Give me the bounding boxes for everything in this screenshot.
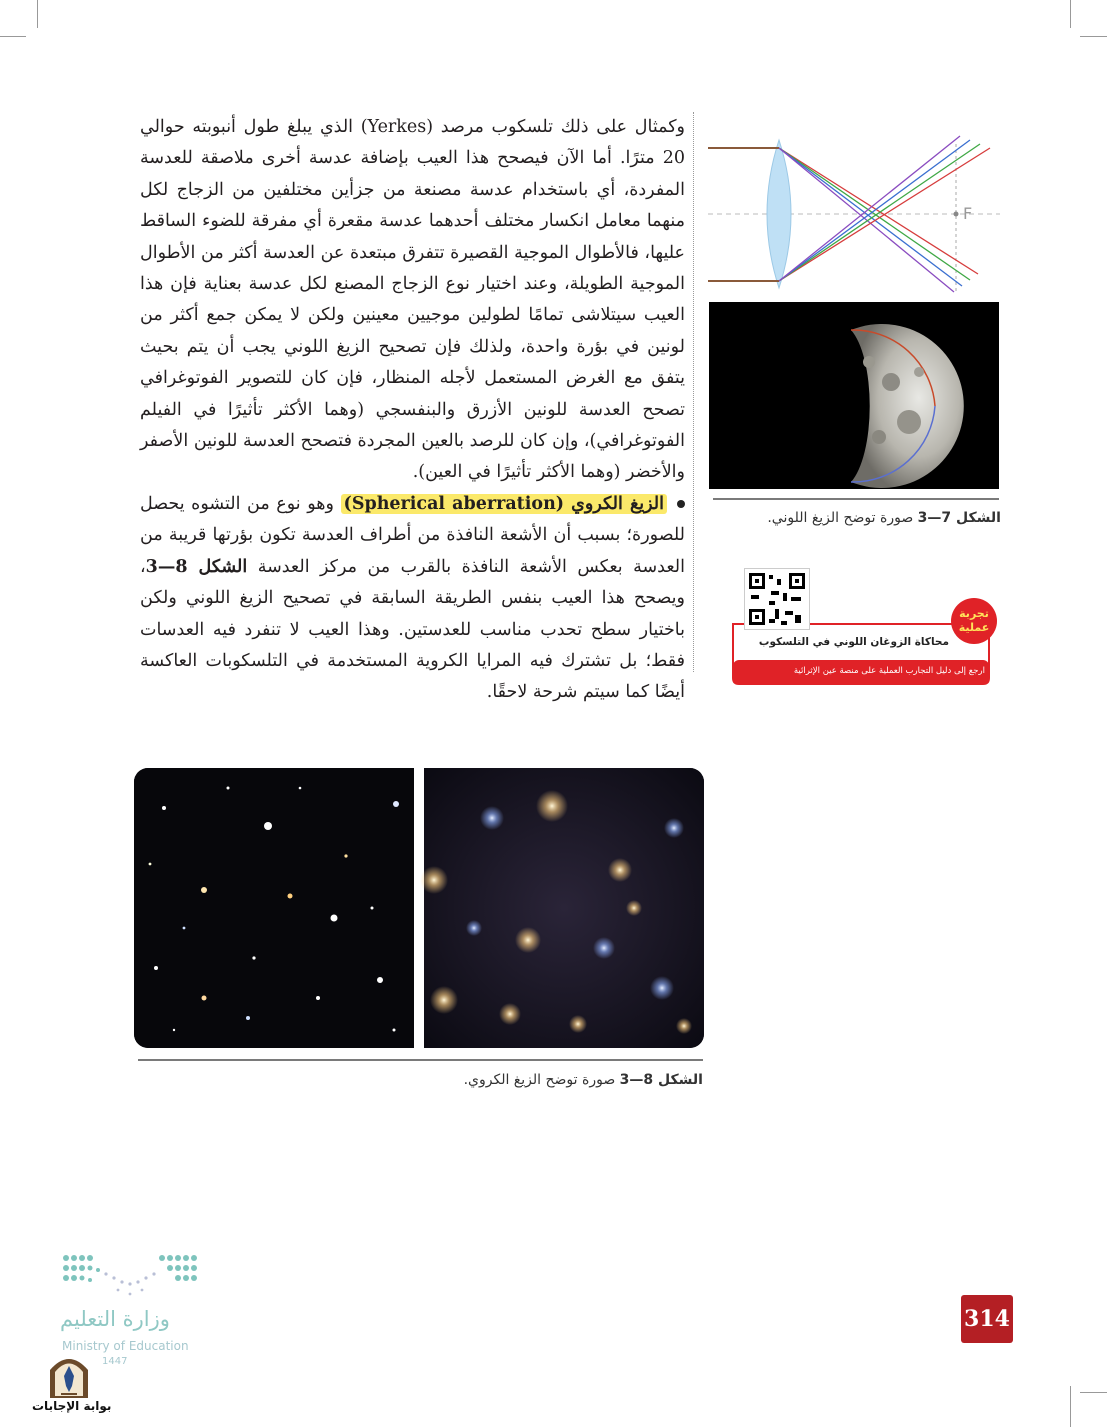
practical-activity-box[interactable]	[731, 566, 999, 686]
focal-point-label: F	[963, 204, 973, 223]
crop-mark	[1070, 0, 1071, 28]
paragraph-spherical	[140, 489, 685, 709]
figure7-caption	[767, 510, 1001, 526]
chromatic-lens-diagram	[708, 124, 1000, 296]
term-spherical-aberration: الزيغ الكروي (Spherical aberration)	[341, 494, 667, 514]
ministry-name-ar: وزارة التعليم	[60, 1307, 170, 1331]
figure8-caption	[464, 1072, 703, 1088]
activity-badge: تجربة عملية	[951, 598, 997, 644]
crop-mark	[0, 36, 26, 37]
paragraph-spherical-text-end: ، ويصحح هذا العيب بنفس الطريقة السابقة في تصحيح الزيغ اللوني ولكن باختيار سطح تحدب مناسب للعدستين. وهذا العيب لا تنفرد فيه العدسات فقط؛ بل تشترك فيه المرايا الكروية المستخدمة في التلسكوبات العاكسة أيضًا كما سيتم شرحة لاحقًا.	[140, 556, 685, 703]
figure7-caption-text: صورة توضح الزيغ اللوني.	[767, 510, 914, 526]
ministry-name-en: Ministry of Education	[62, 1339, 189, 1353]
activity-title[interactable]: محاكاة الزوغان اللوني في التلسكوب	[758, 636, 949, 648]
activity-subtitle[interactable]: ارجع إلى دليل التجارب العملية على منصة عين الإثرائية	[793, 666, 985, 676]
column-divider	[693, 112, 694, 672]
moon-photo	[709, 302, 999, 489]
figure7-caption-label: الشكل 7—3	[917, 510, 1001, 526]
figure-ref: الشكل 8—3	[145, 556, 248, 577]
ministry-dots-logo	[62, 1252, 198, 1302]
figure8-caption-text: صورة توضح الزيغ الكروي.	[463, 1072, 616, 1088]
figure7-caption-rule	[713, 498, 999, 500]
crop-mark	[1080, 36, 1107, 37]
bullet-icon	[677, 500, 685, 508]
figure8-caption-rule	[138, 1059, 703, 1061]
portal-watermark-text: بوابة الإجابات	[32, 1399, 112, 1413]
crop-mark	[37, 0, 38, 28]
qr-code-icon[interactable]	[744, 568, 810, 630]
spherical-aberration-photo	[134, 768, 704, 1048]
ministry-year: 1447	[102, 1356, 128, 1367]
paragraph-chromatic: وكمثال على ذلك تلسكوب مرصد (Yerkes) الذي يبلغ طول أنبوبته حوالي 20 مترًا. أما الآن فيصحح هذا العيب بإضافة عدسة أخرى ملاصقة للعدسة المفردة، أي باستخدام عدسة مصنعة من جزأين مختلفين من الزجاج لكل منهما معامل انكسار مختلف أحدهما عدسة مقعرة أي مفرقة للضوء الساقط عليها، فالأطوال الموجية القصيرة تتفرق مبتعدة عن العدسة أكثر من الأطوال الموجية الطويلة، وعند اختيار نوع الزجاج المصنع لكل عدسة بعناية فإن هذا العيب سيتلاشى تمامًا لطولين موجيين معينين ولكن لا يمكن جمع أكثر من لونين في بؤرة واحدة، ولذلك فإن تصحيح الزيغ اللوني يجب أن يتم بحيث يتفق مع الغرض المستعمل لأجله المنظار، فإن كان للتصوير الفوتوغرافي تصحح العدسة للونين الأزرق والبنفسجي (وهما الأكثر تأثيرًا في الفيلم الفوتوغرافي)، وإن كان للرصد بالعين المجردة فتصحح العدسة للونين الأصفر والأخضر (وهما الأكثر تأثيرًا في العين).	[140, 117, 685, 483]
body-text	[140, 112, 685, 709]
portal-logo-icon	[46, 1350, 92, 1400]
figure8-caption-label: الشكل 8—3	[619, 1072, 703, 1088]
page-number: 314	[961, 1295, 1013, 1343]
paragraph-spherical-text: وهو نوع من التشوه يحصل للصورة؛ بسبب أن الأشعة النافذة من أطراف العدسة تكون بؤرتها قريبة من العدسة بعكس الأشعة النافذة بالقرب من مركز العدسة	[140, 493, 685, 577]
crop-mark	[1070, 1386, 1071, 1427]
crop-mark	[1080, 1392, 1107, 1393]
